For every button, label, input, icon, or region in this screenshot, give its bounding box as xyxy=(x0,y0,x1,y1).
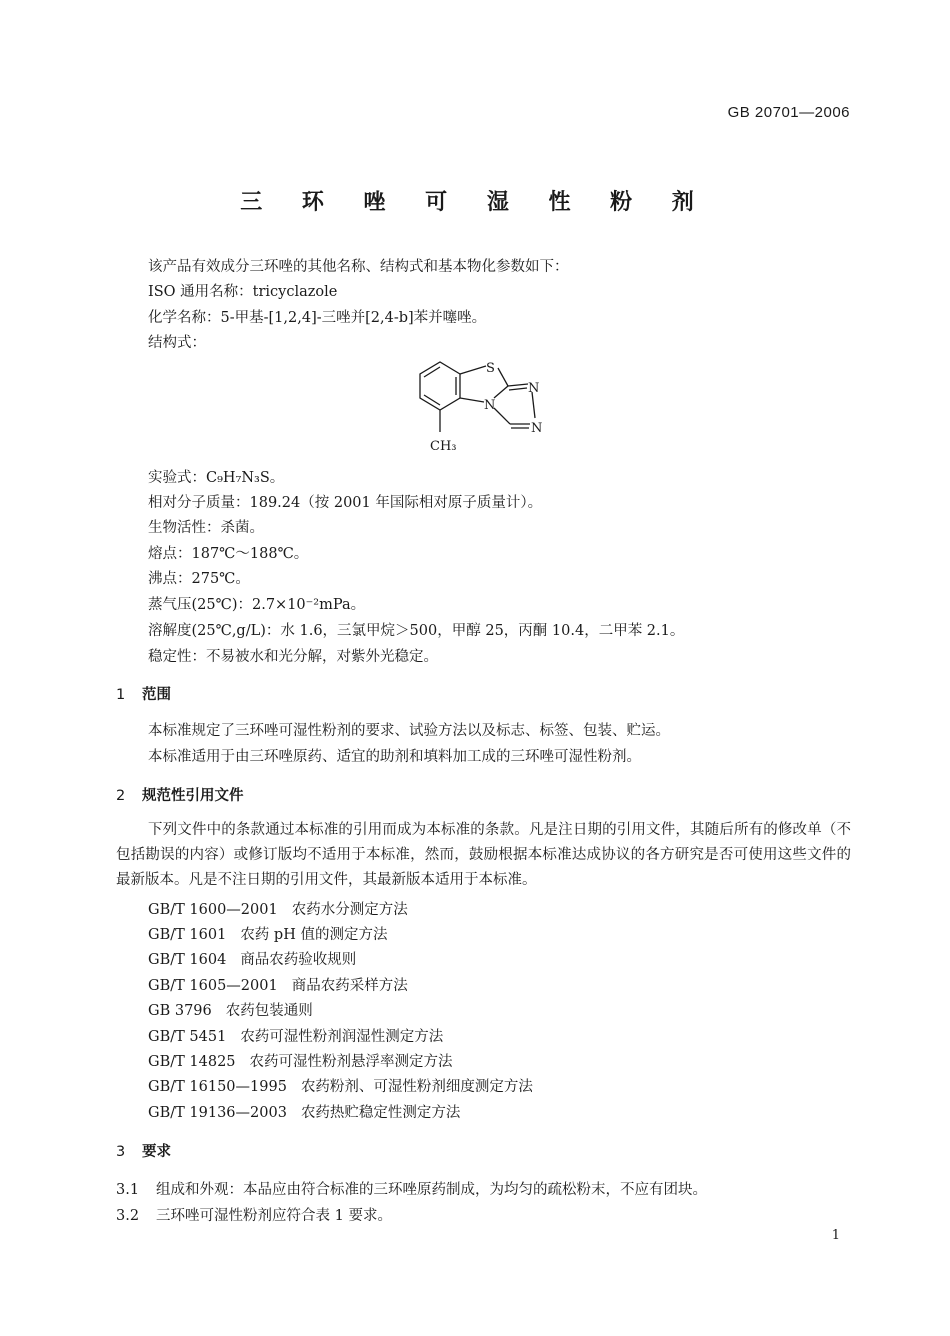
chemical-name: 化学名称：5-甲基-[1,2,4]-三唑并[2,4-b]苯并噻唑。 xyxy=(148,310,487,326)
reference-title: 商品农药采样方法 xyxy=(291,978,408,994)
section-3-heading xyxy=(116,1140,171,1161)
section-number: 3 xyxy=(116,1144,126,1160)
reference-title: 农药包装通则 xyxy=(225,1003,313,1019)
clause-3-2 xyxy=(116,1204,392,1225)
section-1-heading xyxy=(116,683,171,704)
reference-item xyxy=(148,974,408,995)
reference-code: GB/T 1600—2001 xyxy=(148,902,278,918)
clause-text: 三环唑可湿性粉剂应符合表 1 要求。 xyxy=(156,1208,392,1224)
section-2-heading xyxy=(116,784,244,805)
boiling-point: 沸点：275℃。 xyxy=(148,571,250,587)
reference-code: GB/T 19136—2003 xyxy=(148,1105,287,1121)
atom-n-ring: N xyxy=(484,398,496,413)
bond-s-c xyxy=(498,368,508,386)
atom-n-1: N xyxy=(528,381,540,396)
clause-number: 3.1 xyxy=(116,1182,140,1198)
reference-code: GB/T 16150—1995 xyxy=(148,1079,287,1095)
reference-title: 农药可湿性粉剂悬浮率测定方法 xyxy=(249,1054,453,1070)
atom-s: S xyxy=(486,361,495,376)
bond-c-s xyxy=(460,366,486,374)
clause-3-1 xyxy=(116,1178,707,1199)
reference-item xyxy=(148,1101,460,1122)
structure-label: 结构式： xyxy=(148,335,206,351)
section-title: 要求 xyxy=(142,1144,171,1160)
solubility: 溶解度(25℃,g/L)：水 1.6，三氯甲烷＞500，甲醇 25，丙酮 10.4，二甲苯 2.1。 xyxy=(148,623,685,639)
reference-item xyxy=(148,948,356,969)
reference-item xyxy=(148,898,408,919)
reference-item xyxy=(148,1075,533,1096)
section-number: 1 xyxy=(116,687,126,703)
reference-code: GB/T 1604 xyxy=(148,952,227,968)
empirical-formula: 实验式：C₉H₇N₃S。 xyxy=(148,470,285,486)
reference-title: 农药水分测定方法 xyxy=(291,902,408,918)
reference-title: 商品农药验收规则 xyxy=(240,952,357,968)
bond-c-n-double xyxy=(509,388,527,390)
benzene-double-bond xyxy=(424,367,440,377)
reference-code: GB 3796 xyxy=(148,1003,212,1019)
scope-paragraph-2: 本标准适用于由三环唑原药、适宜的助剂和填料加工成的三环唑可湿性粉剂。 xyxy=(148,749,641,765)
page-number: 1 xyxy=(831,1228,840,1243)
reference-code: GB/T 5451 xyxy=(148,1029,227,1045)
structural-formula xyxy=(410,356,580,461)
clause-number: 3.2 xyxy=(116,1208,140,1224)
methyl-group: CH₃ xyxy=(430,439,457,454)
clause-text: 组成和外观：本品应由符合标准的三环唑原药制成，为均匀的疏松粉末，不应有团块。 xyxy=(156,1182,707,1198)
section-number: 2 xyxy=(116,788,126,804)
bond-c-n xyxy=(460,398,484,402)
bond-c-n xyxy=(508,384,528,386)
document-title: 三 环 唑 可 湿 性 粉 剂 xyxy=(240,190,710,215)
standard-number: GB 20701—2006 xyxy=(727,104,850,121)
bond-n-c xyxy=(494,386,508,398)
intro-lead: 该产品有效成分三环唑的其他名称、结构式和基本物化参数如下： xyxy=(148,259,569,275)
reference-code: GB/T 1605—2001 xyxy=(148,978,278,994)
reference-item xyxy=(148,1025,443,1046)
reference-title: 农药可湿性粉剂润湿性测定方法 xyxy=(240,1029,444,1045)
atom-n-2: N xyxy=(531,421,543,436)
melting-point: 熔点：187℃～188℃。 xyxy=(148,546,309,562)
reference-item xyxy=(148,1050,453,1071)
tricyclazole-structure-diagram xyxy=(410,356,580,461)
references-paragraph: 下列文件中的条款通过本标准的引用而成为本标准的条款。凡是注日期的引用文件，其随后所有的修改单（不包括勘误的内容）或修订版均不适用于本标准，然而，鼓励根据本标准达成协议的各方研究是否可使用这些文件的最新版本。凡是不注日期的引用文件，其最新版本适用于本标准。 xyxy=(116,822,851,888)
reference-title: 农药粉剂、可湿性粉剂细度测定方法 xyxy=(300,1079,533,1095)
reference-item xyxy=(148,923,387,944)
reference-code: GB/T 14825 xyxy=(148,1054,236,1070)
reference-code: GB/T 1601 xyxy=(148,927,227,943)
vapor-pressure: 蒸气压(25℃)：2.7×10⁻²mPa。 xyxy=(148,597,366,613)
reference-title: 农药热贮稳定性测定方法 xyxy=(300,1105,461,1121)
benzene-double-bond xyxy=(424,395,440,405)
section-title: 规范性引用文件 xyxy=(142,788,244,804)
bio-activity: 生物活性：杀菌。 xyxy=(148,520,264,536)
benzene-ring xyxy=(420,362,460,410)
section-title: 范围 xyxy=(142,687,171,703)
reference-item xyxy=(148,999,313,1020)
molecular-mass: 相对分子质量：189.24（按 2001 年国际相对原子质量计）。 xyxy=(148,495,543,511)
scope-paragraph-1: 本标准规定了三环唑可湿性粉剂的要求、试验方法以及标志、标签、包装、贮运。 xyxy=(148,723,670,739)
reference-title: 农药 pH 值的测定方法 xyxy=(240,927,388,943)
stability: 稳定性：不易被水和光分解，对紫外光稳定。 xyxy=(148,649,438,665)
iso-name: ISO 通用名称：tricyclazole xyxy=(148,284,338,300)
bond-n-c xyxy=(494,408,510,424)
